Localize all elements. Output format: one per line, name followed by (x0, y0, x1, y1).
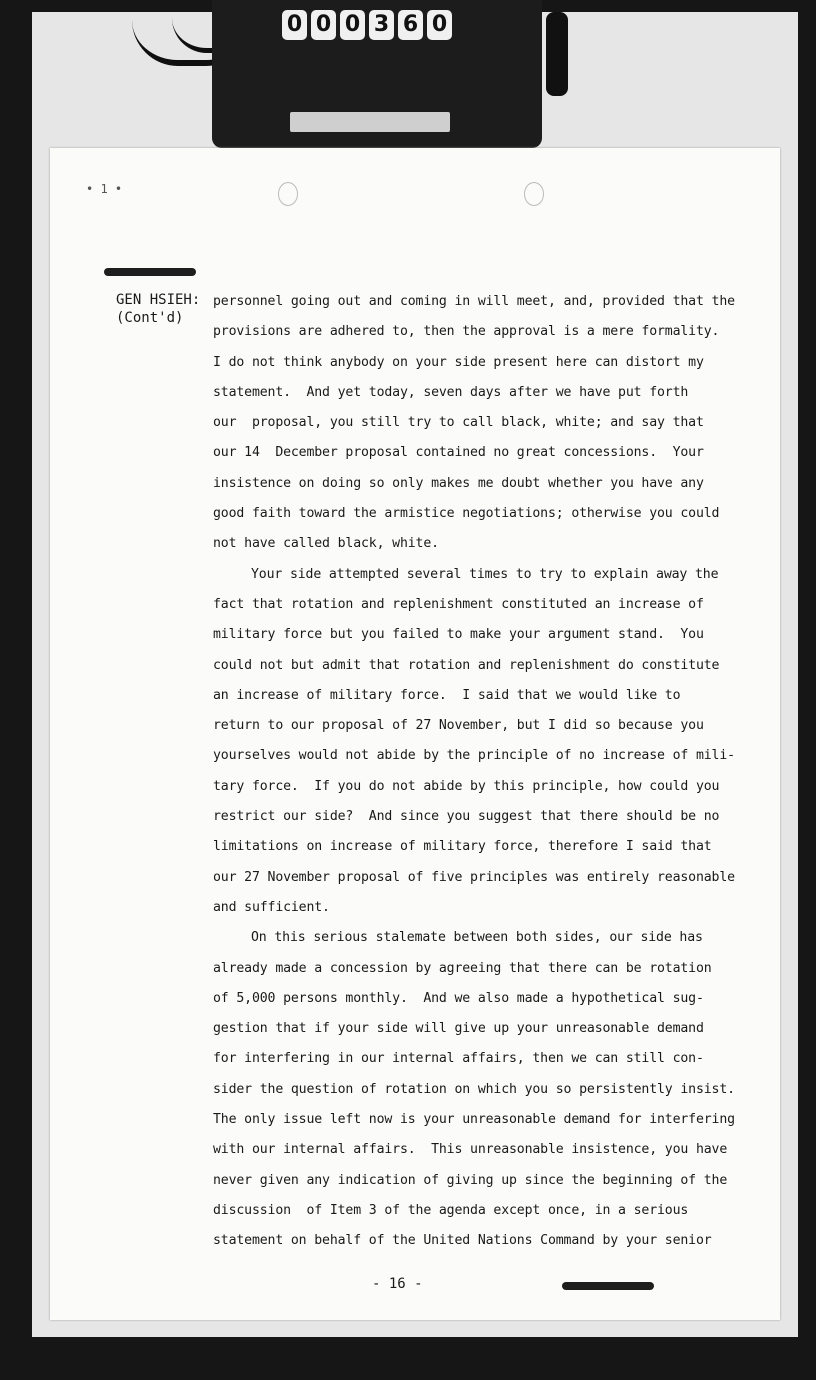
counter-slot (290, 112, 450, 132)
text-line: fact that rotation and replenishment constituted an increase of (213, 596, 704, 612)
text-line: our proposal, you still try to call black, white; and say that (213, 415, 704, 431)
text-line: statement. And yet today, seven days after we have put forth (213, 384, 689, 400)
text-line: sider the question of rotation on which you so persistently insist. (213, 1081, 735, 1097)
text-line: provisions are adhered to, then the approval is a mere formality. (213, 324, 720, 340)
text-line: of 5,000 persons monthly. And we also made a hypothetical sug- (213, 990, 704, 1006)
counter-digit: 6 (398, 10, 423, 40)
text-line: an increase of military force. I said that we would like to (213, 687, 681, 703)
text-line: The only issue left now is your unreasonable demand for interfering (213, 1112, 735, 1128)
text-line: return to our proposal of 27 November, but I did so because you (213, 718, 704, 734)
text-line: On this serious stalemate between both sides, our side has (251, 930, 703, 946)
text-line: military force but you failed to make your argument stand. You (213, 627, 704, 643)
page-number: - 16 - (372, 1276, 423, 1292)
text-line: could not but admit that rotation and replenishment do constitute (213, 657, 720, 673)
text-line: Your side attempted several times to try to explain away the (251, 566, 719, 582)
text-line: already made a concession by agreeing that there can be rotation (213, 960, 712, 976)
paragraph (213, 923, 733, 1256)
redacted-classification-top (104, 268, 196, 276)
document-body (213, 287, 733, 1257)
text-line: statement on behalf of the United Nations Command by your senior (213, 1233, 712, 1249)
speaker-name: GEN HSIEH: (116, 292, 201, 308)
text-line: our 14 December proposal contained no great concessions. Your (213, 445, 704, 461)
text-line: restrict our side? And since you suggest that there should be no (213, 809, 720, 825)
punch-hole (524, 182, 544, 206)
counter-digit: 3 (369, 10, 394, 40)
text-line: I do not think anybody on your side present here can distort my (213, 354, 704, 370)
counter-digit: 0 (282, 10, 307, 40)
counter-digit: 0 (311, 10, 336, 40)
text-line: yourselves would not abide by the principle of no increase of mili- (213, 748, 735, 764)
text-line: never given any indication of giving up since the beginning of the (213, 1172, 728, 1188)
text-line: discussion of Item 3 of the agenda except once, in a serious (213, 1202, 689, 1218)
text-line: for interfering in our internal affairs, then we can still con- (213, 1051, 704, 1067)
text-line: with our internal affairs. This unreasonable insistence, you have (213, 1142, 728, 1158)
text-line: insistence on doing so only makes me doubt whether you have any (213, 475, 704, 491)
frame-counter (212, 0, 542, 148)
text-line: good faith toward the armistice negotiations; otherwise you could (213, 506, 720, 522)
margin-mark: • 1 • (86, 182, 123, 196)
frame-counter-digits (282, 10, 452, 40)
document-page (50, 148, 780, 1320)
counter-digit: 0 (427, 10, 452, 40)
counter-digit: 0 (340, 10, 365, 40)
text-line: gestion that if your side will give up your unreasonable demand (213, 1021, 704, 1037)
speaker-label (116, 291, 200, 327)
text-line: and sufficient. (213, 899, 330, 915)
redacted-classification-bottom (562, 1282, 654, 1290)
text-line: tary force. If you do not abide by this principle, how could you (213, 778, 720, 794)
text-line: limitations on increase of military force, therefore I said that (213, 839, 712, 855)
punch-hole (278, 182, 298, 206)
paragraph (213, 560, 733, 924)
text-line: our 27 November proposal of five principles was entirely reasonable (213, 869, 735, 885)
speaker-continued: (Cont'd) (116, 310, 184, 326)
paragraph (213, 287, 733, 560)
text-line: personnel going out and coming in will meet, and, provided that the (213, 294, 735, 309)
counter-knob (546, 12, 568, 96)
text-line: not have called black, white. (213, 536, 439, 552)
